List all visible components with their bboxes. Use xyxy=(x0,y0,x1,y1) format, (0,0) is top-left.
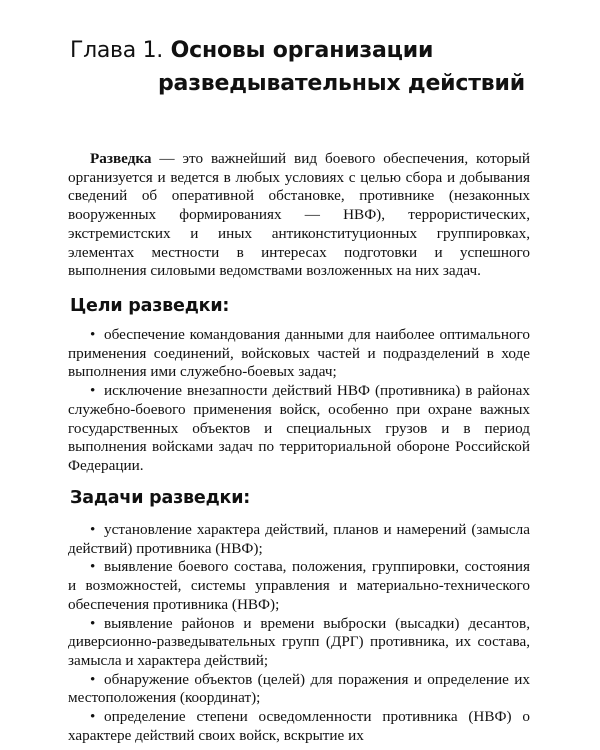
list-item xyxy=(68,326,530,382)
bullet-icon: • xyxy=(90,326,96,343)
goals-list xyxy=(68,326,530,476)
list-item-text: выявление районов и времени выброски (высадки) десантов, диверсионно-разведывательных групп (ДРГ) противника, их состава, замысла и характера действий; xyxy=(68,614,530,669)
chapter-number: Глава 1. xyxy=(70,38,163,63)
bullet-icon: • xyxy=(90,708,96,726)
list-item xyxy=(68,521,530,558)
intro-term: Разведка xyxy=(90,150,152,167)
list-item xyxy=(68,708,530,745)
list-item-text: обнаружение объектов (целей) для поражения и определение их местоположения (координат); xyxy=(68,670,530,707)
intro-text: — это важнейший вид боевого обеспечения, который организуется и ведется в любых условиях с целью сбора и добывания сведений об оперативной обстановке, противнике (незаконных вооруженных формированиях — НВФ), террористических, экстремистских и иных антиконституционных группировках, элементах местности в интересах подготовки и успешного выполнения силовыми ведомствами возложенных на них задач. xyxy=(68,150,530,280)
list-item xyxy=(68,558,530,614)
chapter-title xyxy=(70,34,570,100)
bullet-icon: • xyxy=(90,521,96,538)
list-item xyxy=(68,671,530,708)
intro-paragraph xyxy=(68,150,530,281)
list-item-text: исключение внезапности действий НВФ (противника) в районах служебно-боевого применения войск, особенно при охране важных государственных объектов и специальных грузов и в период выполнения войсками задач по территориальной обороне Российской Федерации. xyxy=(68,382,530,474)
bullet-icon: • xyxy=(90,558,96,576)
list-item-text: установление характера действий, планов и намерений (замысла действий) противника (НВФ); xyxy=(68,521,530,557)
list-item xyxy=(68,615,530,671)
bullet-icon: • xyxy=(90,614,96,632)
list-item-text: обеспечение командования данными для наиболее оптимального применения соединений, войсковых частей и подразделений в ходе выполнения ими служебно-боевых задач; xyxy=(68,326,530,381)
goals-heading: Цели разведки: xyxy=(70,296,230,316)
list-item-text: определение степени осведомленности противника (НВФ) о характере действий своих войск, вскрытие их xyxy=(68,708,530,744)
chapter-name-line-2: разведывательных действий xyxy=(158,71,525,96)
tasks-heading: Задачи разведки: xyxy=(70,488,251,508)
bullet-icon: • xyxy=(90,382,96,400)
list-item-text: выявление боевого состава, положения, группировки, состояния и возможностей, системы управления и материально-технического обеспечения противника (НВФ); xyxy=(68,558,530,613)
list-item xyxy=(68,382,530,476)
tasks-list xyxy=(68,521,530,745)
chapter-name-line-1: Основы организации xyxy=(170,38,434,63)
bullet-icon: • xyxy=(90,670,96,688)
